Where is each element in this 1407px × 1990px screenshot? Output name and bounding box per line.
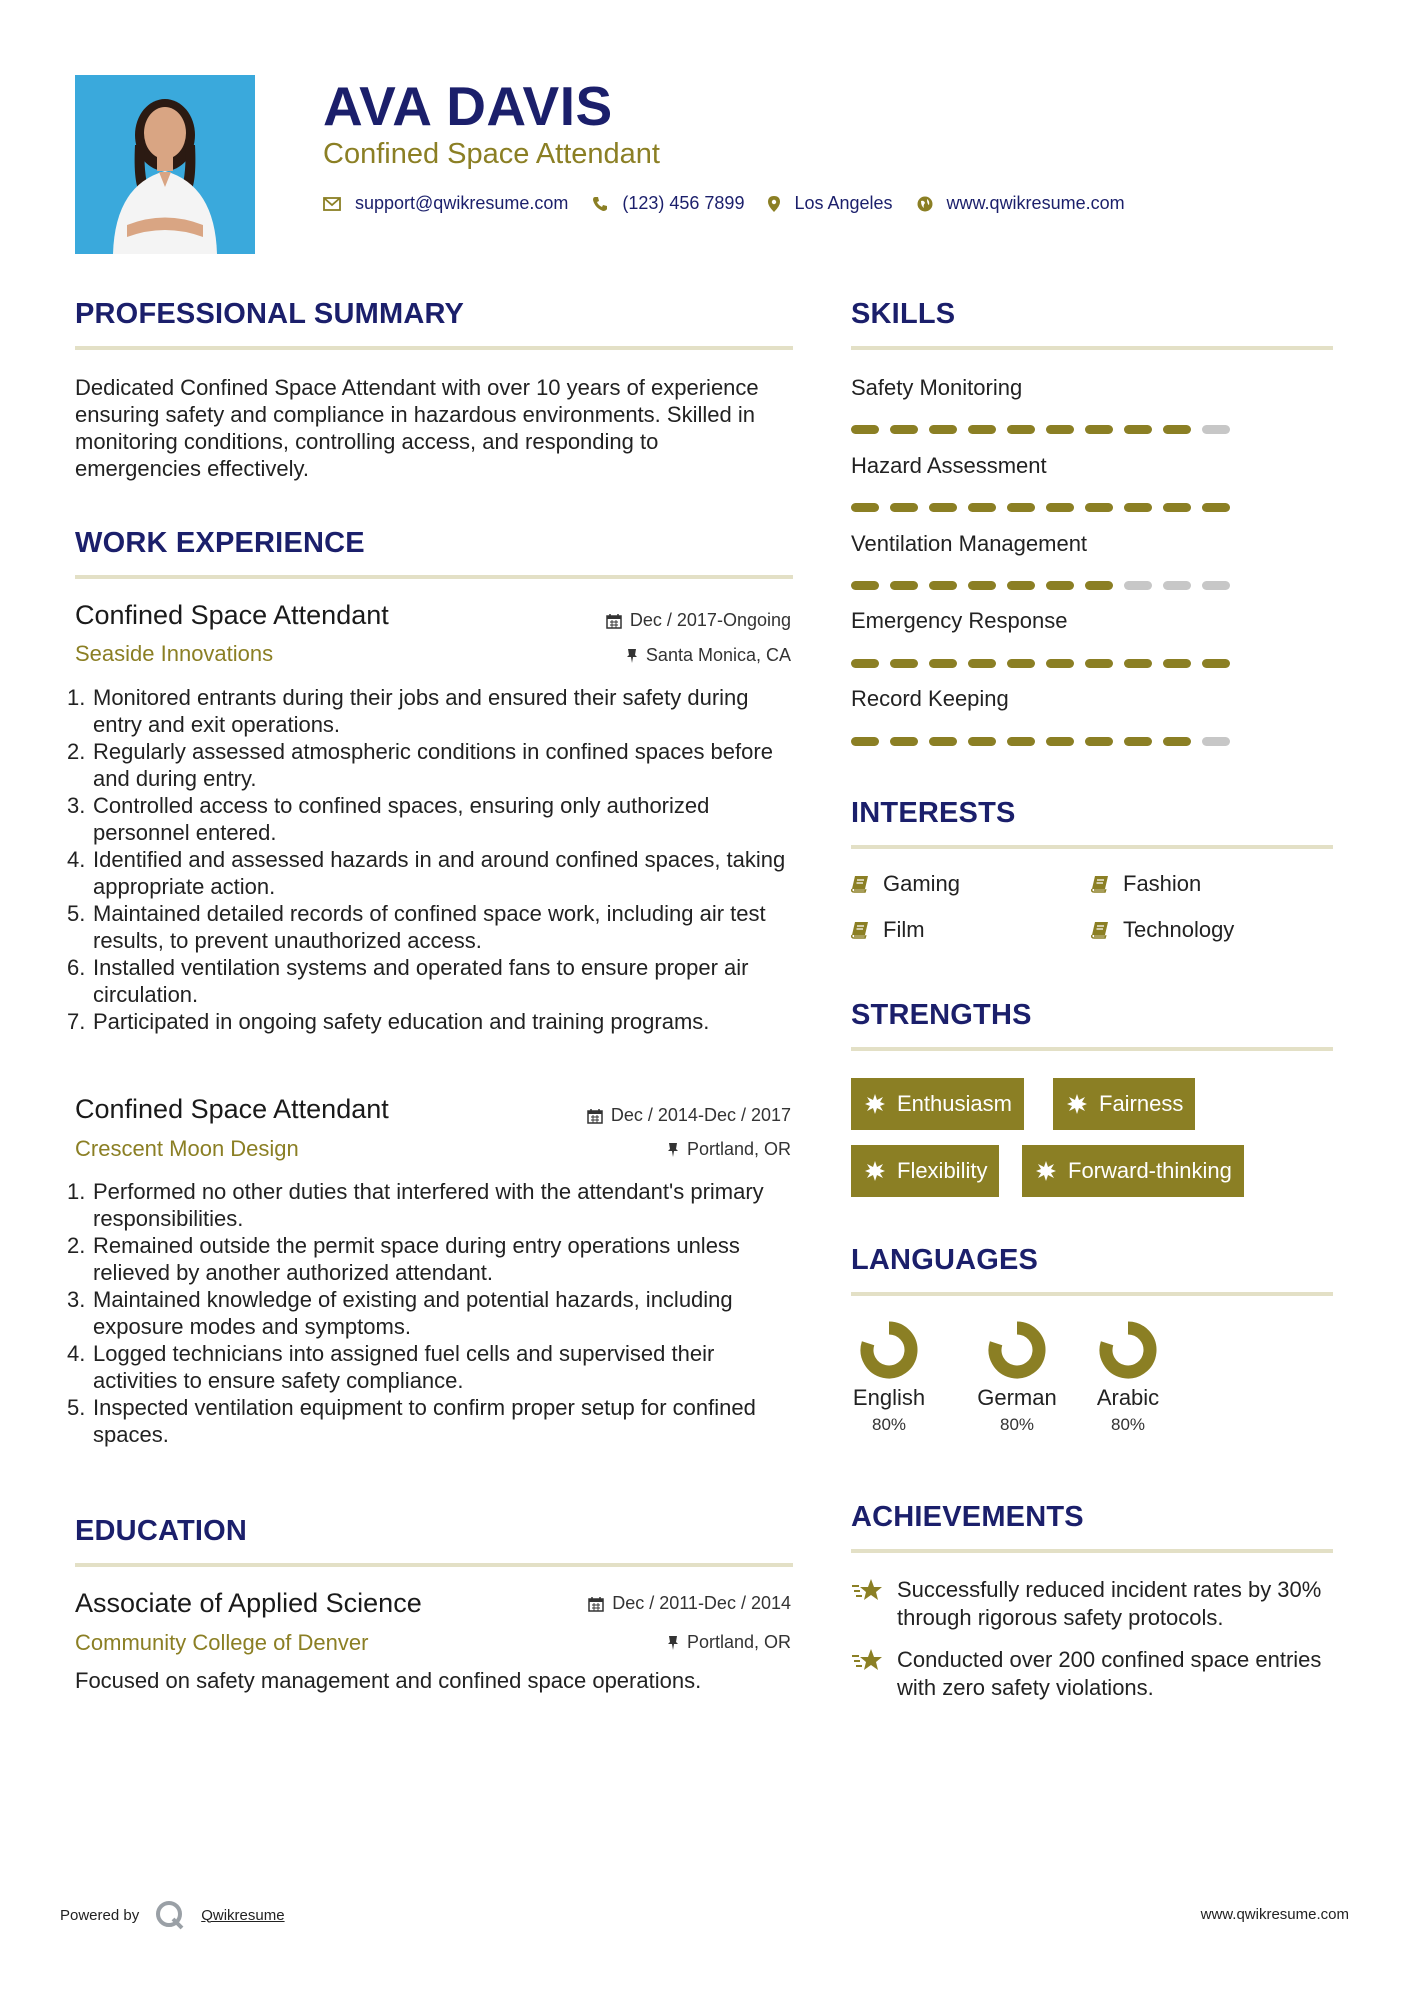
skills-divider (851, 346, 1333, 350)
phone-icon (592, 196, 608, 212)
skill-level-segment (851, 737, 879, 746)
list-item: 3. Controlled access to confined spaces, ensuring only authorized personnel entered. (67, 793, 710, 845)
qwikresume-logo-icon (155, 1900, 185, 1930)
footer-url[interactable]: www.qwikresume.com (1200, 1906, 1349, 1923)
language-percent: 80% (999, 1415, 1035, 1434)
languages-divider (851, 1292, 1333, 1296)
list-item: 2. Regularly assessed atmospheric conditions in confined spaces before and during entry. (67, 739, 773, 791)
skill-level-segment (1046, 659, 1074, 668)
skill-level-segment (929, 425, 957, 434)
job-date-text: Dec / 2017-Ongoing (629, 610, 791, 630)
contact-location (768, 193, 892, 214)
list-item: 1. Performed no other duties that interfered with the attendant's primary responsibilities. (67, 1179, 764, 1231)
skill-name: Emergency Response (851, 608, 1068, 633)
job-location-text: Santa Monica, CA (645, 645, 791, 665)
list-item: 3. Maintained knowledge of existing and potential hazards, including exposure modes and symptoms. (67, 1287, 733, 1339)
skill-level-segment (851, 503, 879, 512)
job-duties (67, 1178, 795, 1448)
strength-badge: Forward-thinking (1022, 1145, 1244, 1197)
badge-icon (865, 1161, 885, 1181)
skill-level-bar (851, 737, 1241, 746)
skill-level-segment (1007, 425, 1035, 434)
language-ring-arc (867, 1328, 911, 1372)
skills-heading: SKILLS (851, 298, 956, 330)
education-date-text: Dec / 2011-Dec / 2014 (612, 1593, 791, 1613)
skill-level-segment (929, 503, 957, 512)
education-date (588, 1593, 791, 1614)
interests-heading: INTERESTS (851, 797, 1016, 829)
skill-level-segment (890, 659, 918, 668)
languages-heading: LANGUAGES (851, 1244, 1039, 1276)
strength-badge: Flexibility (851, 1145, 999, 1197)
strength-badge: Enthusiasm (851, 1078, 1024, 1130)
job-location-text: Portland, OR (686, 1139, 791, 1159)
list-item: 5. Inspected ventilation equipment to confirm proper setup for confined spaces. (67, 1395, 756, 1447)
contact-email[interactable] (323, 193, 568, 214)
book-icon (851, 875, 869, 893)
interest-item: Technology (1091, 917, 1234, 943)
email-text: support@qwikresume.com (355, 193, 569, 213)
envelope-icon (323, 197, 341, 211)
education-description: Focused on safety management and confined space operations. (75, 1668, 702, 1693)
skill-level-segment (1163, 659, 1191, 668)
skill-level-segment (1046, 581, 1074, 590)
list-item: 6. Installed ventilation systems and operated fans to ensure proper air circulation. (67, 955, 749, 1007)
interest-item: Film (851, 917, 925, 943)
skill-level-segment (1163, 425, 1191, 434)
skill-level-segment (851, 581, 879, 590)
summary-text: Dedicated Confined Space Attendant with over 10 years of experience ensuring safety and compliance in hazardous environments. Skilled in monitoring conditions, controlling access, and responding to emergencies effectively. (75, 375, 759, 481)
map-pin-icon (768, 196, 780, 212)
skill-level-segment (929, 737, 957, 746)
skill-level-segment (1124, 503, 1152, 512)
skill-level-segment (890, 425, 918, 434)
skill-level-segment (1163, 503, 1191, 512)
globe-icon (917, 196, 933, 212)
book-icon (851, 921, 869, 939)
skill-level-segment (1085, 581, 1113, 590)
skill-level-segment (968, 737, 996, 746)
skill-level-segment (1085, 737, 1113, 746)
book-icon (1091, 921, 1109, 939)
badge-icon (1067, 1094, 1087, 1114)
skill-level-segment (929, 581, 957, 590)
location-text: Los Angeles (794, 193, 893, 213)
skill-level-segment (1124, 581, 1152, 590)
trophy-star-icon (851, 1646, 897, 1702)
job-location (626, 645, 791, 666)
skill-level-segment (929, 659, 957, 668)
trophy-star-icon (851, 1576, 897, 1632)
skill-name: Record Keeping (851, 686, 1009, 711)
interest-item: Fashion (1091, 871, 1201, 897)
skill-level-segment (890, 581, 918, 590)
skill-level-segment (1007, 659, 1035, 668)
footer-powered-by (60, 1900, 285, 1930)
powered-by-text: Powered by (60, 1906, 140, 1924)
list-item: 5. Maintained detailed records of confined space work, including air test results, to prevent unauthorized access. (67, 901, 766, 953)
experience-divider (75, 575, 793, 579)
interests-divider (851, 845, 1333, 849)
strength-badge: Fairness (1053, 1078, 1195, 1130)
skill-level-segment (1124, 425, 1152, 434)
interest-item: Gaming (851, 871, 960, 897)
skill-level-bar (851, 503, 1241, 512)
skill-level-bar (851, 659, 1241, 668)
skill-level-segment (968, 659, 996, 668)
skill-level-segment (1124, 737, 1152, 746)
education-location-text: Portland, OR (686, 1632, 791, 1652)
strengths-heading: STRENGTHS (851, 999, 1032, 1031)
skill-level-segment (1202, 659, 1230, 668)
strengths-divider (851, 1047, 1333, 1051)
skill-level-bar (851, 581, 1241, 590)
skill-level-segment (968, 503, 996, 512)
skill-level-segment (968, 425, 996, 434)
skill-level-segment (1007, 581, 1035, 590)
language-ring-arc (995, 1328, 1039, 1372)
skill-level-segment (1085, 425, 1113, 434)
skill-level-segment (1202, 737, 1230, 746)
achievement-item (851, 1576, 1341, 1632)
experience-heading: WORK EXPERIENCE (75, 527, 365, 559)
skill-level-segment (851, 425, 879, 434)
brand-link[interactable]: Qwikresume (201, 1906, 285, 1924)
job-company: Crescent Moon Design (75, 1136, 299, 1161)
language-name: German (977, 1385, 1057, 1410)
skill-level-segment (1124, 659, 1152, 668)
achievement-text: Conducted over 200 confined space entries with zero safety violations. (897, 1647, 1322, 1700)
achievement-item (851, 1646, 1341, 1702)
skill-level-segment (1202, 503, 1230, 512)
candidate-title: Confined Space Attendant (323, 138, 660, 170)
achievements-divider (851, 1549, 1333, 1553)
list-item: 4. Logged technicians into assigned fuel cells and supervised their activities to ensure safety compliance. (67, 1341, 715, 1393)
badge-icon (865, 1094, 885, 1114)
skill-level-segment (1085, 659, 1113, 668)
summary-heading: PROFESSIONAL SUMMARY (75, 298, 465, 330)
language-percent: 80% (871, 1415, 907, 1434)
list-item: 1. Monitored entrants during their jobs and ensured their safety during entry and exit operations. (67, 685, 749, 737)
skill-level-segment (1163, 581, 1191, 590)
phone-text: (123) 456 7899 (622, 193, 745, 213)
education-heading: EDUCATION (75, 1515, 248, 1547)
job-date (606, 610, 791, 631)
skill-level-segment (1085, 503, 1113, 512)
skill-name: Hazard Assessment (851, 453, 1047, 478)
job-company: Seaside Innovations (75, 641, 274, 666)
school-name: Community College of Denver (75, 1630, 369, 1655)
language-ring (859, 1320, 919, 1380)
achievement-text: Successfully reduced incident rates by 30% through rigorous safety protocols. (897, 1577, 1322, 1630)
list-item: 4. Identified and assessed hazards in and around confined spaces, taking appropriate action. (67, 847, 786, 899)
skill-name: Ventilation Management (851, 531, 1088, 556)
language-name: English (852, 1385, 926, 1410)
contact-row (323, 193, 1149, 214)
contact-website[interactable] (917, 193, 1125, 214)
skill-level-segment (851, 659, 879, 668)
job-location (667, 1139, 791, 1160)
achievements-heading: ACHIEVEMENTS (851, 1501, 1084, 1533)
calendar-icon (587, 1108, 603, 1124)
skill-level-segment (1046, 425, 1074, 434)
skill-level-segment (1007, 737, 1035, 746)
language-item (851, 1320, 927, 1435)
skill-level-segment (890, 503, 918, 512)
website-text: www.qwikresume.com (946, 193, 1125, 213)
skill-level-segment (968, 581, 996, 590)
pin-icon (667, 1142, 679, 1158)
language-ring (1098, 1320, 1158, 1380)
list-item: 7. Participated in ongoing safety education and training programs. (67, 1009, 710, 1034)
pin-icon (626, 648, 638, 664)
skill-name: Safety Monitoring (851, 375, 1023, 400)
calendar-icon (588, 1596, 604, 1612)
skill-level-segment (890, 737, 918, 746)
skill-level-segment (1163, 737, 1191, 746)
job-date (587, 1105, 791, 1126)
profile-photo (75, 75, 255, 254)
skill-level-segment (1046, 503, 1074, 512)
contact-phone[interactable] (592, 193, 744, 214)
language-ring (987, 1320, 1047, 1380)
language-ring-arc (1106, 1328, 1150, 1372)
skill-level-bar (851, 425, 1241, 434)
degree-title: Associate of Applied Science (75, 1588, 422, 1618)
skill-level-segment (1007, 503, 1035, 512)
job-title: Confined Space Attendant (75, 1094, 389, 1124)
summary-divider (75, 346, 793, 350)
candidate-name: AVA DAVIS (323, 75, 613, 137)
education-divider (75, 1563, 793, 1567)
job-date-text: Dec / 2014-Dec / 2017 (610, 1105, 791, 1125)
education-location (667, 1632, 791, 1653)
job-title: Confined Space Attendant (75, 600, 389, 630)
language-item (1088, 1320, 1168, 1435)
language-percent: 80% (1110, 1415, 1146, 1434)
language-name: Arabic (1096, 1385, 1160, 1410)
calendar-icon (606, 613, 622, 629)
language-item (967, 1320, 1067, 1435)
skill-level-segment (1046, 737, 1074, 746)
job-duties (67, 684, 795, 1035)
badge-icon (1036, 1161, 1056, 1181)
list-item: 2. Remained outside the permit space during entry operations unless relieved by another authorized attendant. (67, 1233, 740, 1285)
pin-icon (667, 1635, 679, 1651)
skill-level-segment (1202, 425, 1230, 434)
skill-level-segment (1202, 581, 1230, 590)
book-icon (1091, 875, 1109, 893)
